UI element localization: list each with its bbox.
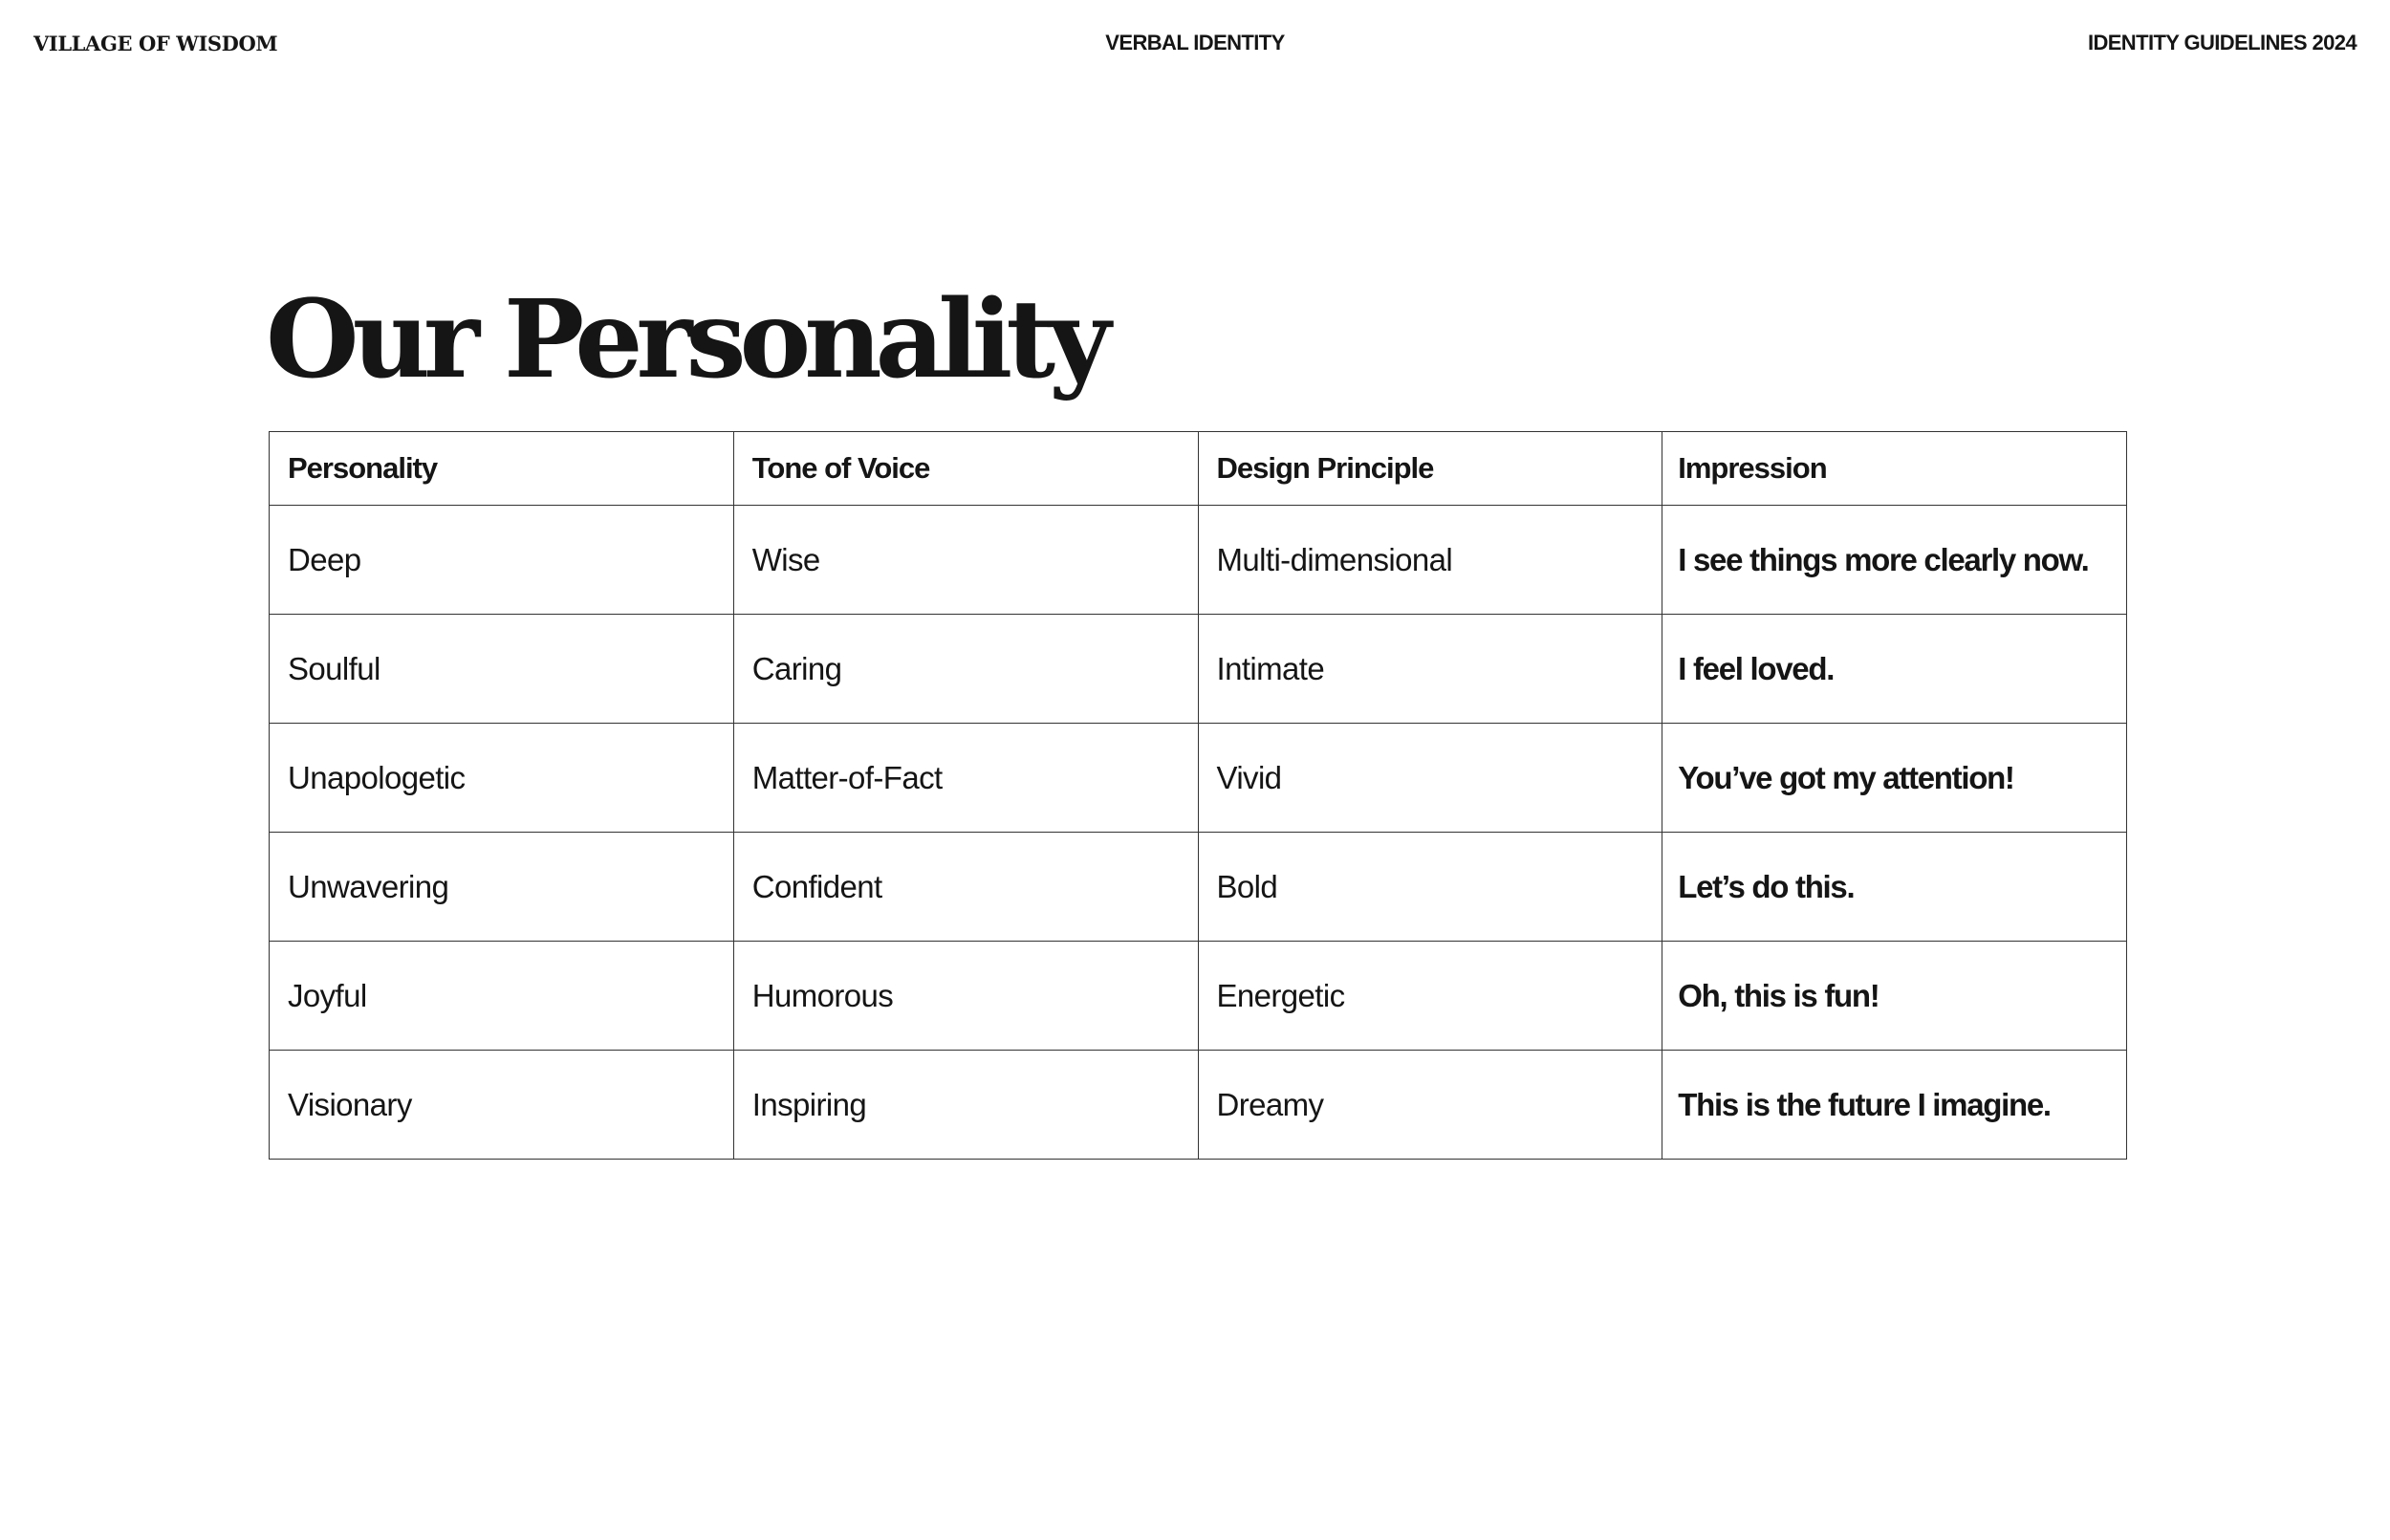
page-title: Our Personality bbox=[266, 277, 1105, 402]
column-header-design-principle: Design Principle bbox=[1198, 432, 1662, 506]
section-label: VERBAL IDENTITY bbox=[1105, 31, 1285, 54]
impression-cell: I feel loved. bbox=[1662, 615, 2127, 724]
table-row bbox=[270, 833, 2127, 942]
tone-cell: Matter-of-Fact bbox=[733, 724, 1198, 833]
impression-cell: You’ve got my attention! bbox=[1662, 724, 2127, 833]
column-header-personality: Personality bbox=[270, 432, 734, 506]
design-principle-cell: Bold bbox=[1198, 833, 1662, 942]
top-bar bbox=[33, 27, 2357, 59]
design-principle-cell: Intimate bbox=[1198, 615, 1662, 724]
personality-cell: Unwavering bbox=[270, 833, 734, 942]
impression-cell: Let’s do this. bbox=[1662, 833, 2127, 942]
design-principle-cell: Vivid bbox=[1198, 724, 1662, 833]
personality-cell: Visionary bbox=[270, 1051, 734, 1160]
personality-cell: Unapologetic bbox=[270, 724, 734, 833]
tone-cell: Wise bbox=[733, 506, 1198, 615]
column-header-impression: Impression bbox=[1662, 432, 2127, 506]
table-row bbox=[270, 506, 2127, 615]
table-row bbox=[270, 1051, 2127, 1160]
table-row bbox=[270, 615, 2127, 724]
column-header-tone-of-voice: Tone of Voice bbox=[733, 432, 1198, 506]
table-header-row bbox=[270, 432, 2127, 506]
impression-cell: I see things more clearly now. bbox=[1662, 506, 2127, 615]
tone-cell: Caring bbox=[733, 615, 1198, 724]
tone-cell: Confident bbox=[733, 833, 1198, 942]
document-label: IDENTITY GUIDELINES 2024 bbox=[2087, 31, 2357, 54]
brand-name: VILLAGE OF WISDOM bbox=[33, 31, 278, 55]
tone-cell: Humorous bbox=[733, 942, 1198, 1051]
personality-cell: Joyful bbox=[270, 942, 734, 1051]
personality-cell: Soulful bbox=[270, 615, 734, 724]
design-principle-cell: Energetic bbox=[1198, 942, 1662, 1051]
impression-cell: Oh, this is fun! bbox=[1662, 942, 2127, 1051]
table-row bbox=[270, 724, 2127, 833]
table-row bbox=[270, 942, 2127, 1051]
personality-cell: Deep bbox=[270, 506, 734, 615]
design-principle-cell: Dreamy bbox=[1198, 1051, 1662, 1160]
personality-table bbox=[269, 431, 2127, 1160]
impression-cell: This is the future I imagine. bbox=[1662, 1051, 2127, 1160]
tone-cell: Inspiring bbox=[733, 1051, 1198, 1160]
design-principle-cell: Multi-dimensional bbox=[1198, 506, 1662, 615]
